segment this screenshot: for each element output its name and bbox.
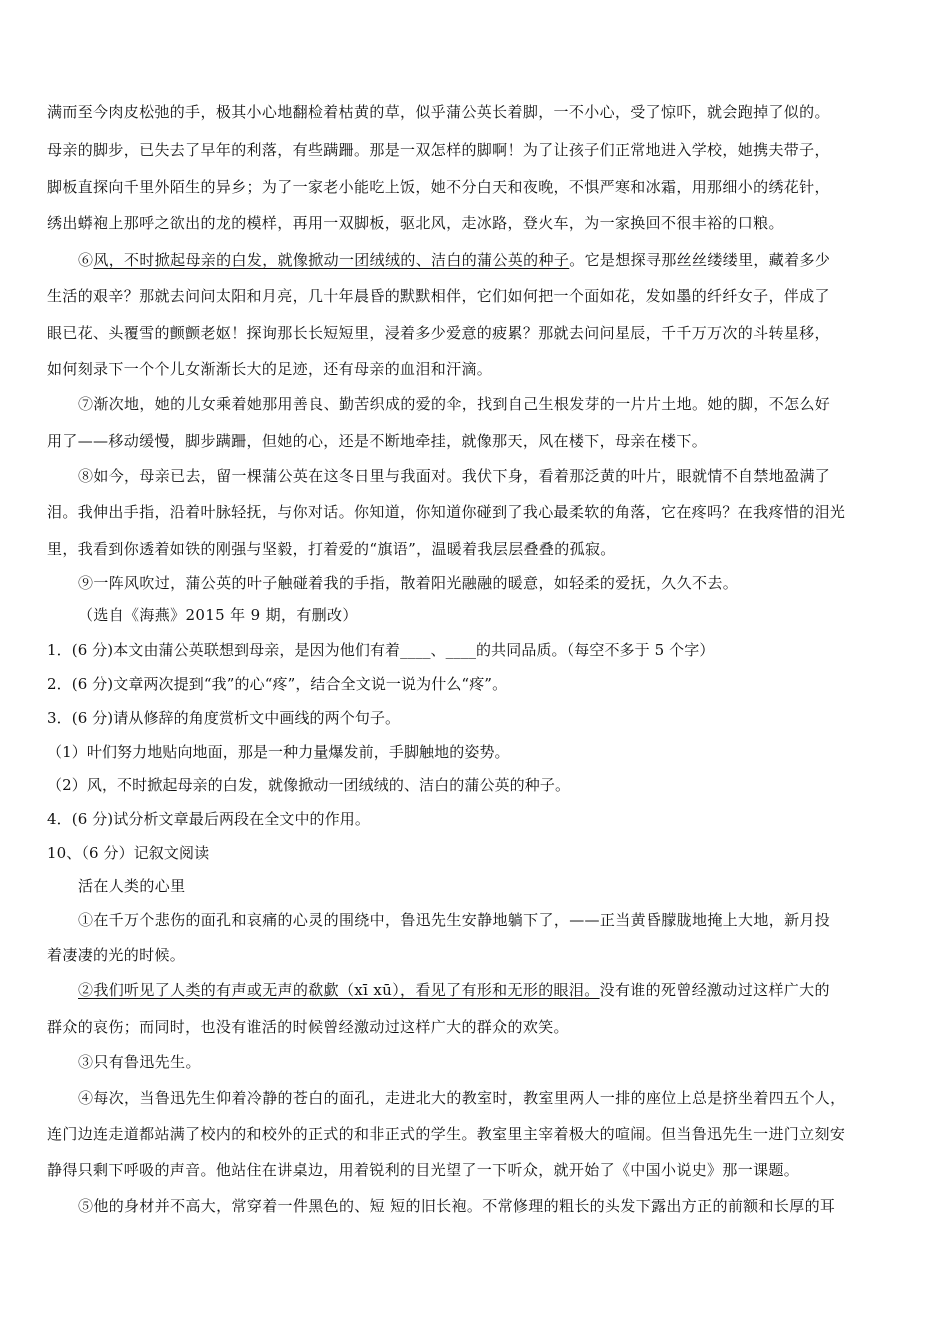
passage-line: ⑦渐次地，她的儿女乘着她那用善良、勤苦织成的爱的伞，找到自己生根发芽的一片片土地。她的脚，不怎么好 — [78, 395, 831, 413]
passage-line: 里，我看到你透着如铁的刚强与坚毅，打着爱的“旗语”，温暖着我层层叠叠的孤寂。 — [47, 540, 616, 558]
source-citation: （选自《海燕》2015 年 9 期，有删改） — [78, 606, 358, 624]
question-3-sub-1: （1）叶们努力地贴向地面，那是一种力量爆发前，手脚触地的姿势。 — [47, 743, 510, 761]
passage-line: ⑨一阵风吹过，蒲公英的叶子触碰着我的手指，散着阳光融融的暖意，如轻柔的爱抚，久久不去。 — [78, 574, 739, 592]
passage-line: ⑧如今，母亲已去，留一棵蒲公英在这冬日里与我面对。我伏下身，看着那泛黄的叶片，眼就情不自禁地盈满了 — [78, 467, 831, 485]
paragraph-marker: ⑥ — [78, 251, 94, 269]
passage-line: 脚板直探向千里外陌生的异乡；为了一家老小能吃上饭，她不分白天和夜晚，不惧严寒和冰霜，用那细小的绣花针， — [47, 178, 830, 196]
passage-line: 眼已花、头覆雪的颤颤老妪！探询那长长短短里，浸着多少爱意的疲累？那就去问问星辰，千千万万次的斗转星移， — [47, 324, 830, 342]
question-3: 3．(6 分)请从修辞的角度赏析文中画线的两个句子。 — [47, 709, 401, 727]
question-10-heading: 10、（6 分）记叙文阅读 — [47, 844, 210, 862]
passage-line: 生活的艰辛？那就去问问太阳和月亮，几十年晨昏的默默相伴，它们如何把一个面如花，发如墨的纤纤女子，伴成了 — [47, 287, 830, 305]
passage-line: 群众的哀伤；而同时，也没有谁活的时候曾经激动过这样广大的群众的欢笑。 — [47, 1018, 569, 1036]
passage-line: 泪。我伸出手指，沿着叶脉轻抚，与你对话。你知道，你知道你碰到了我心最柔软的角落，它在疼吗？在我疼惜的泪光 — [47, 503, 846, 521]
question-3-sub-2: （2）风，不时掀起母亲的白发，就像掀动一团绒绒的、洁白的蒲公英的种子。 — [47, 776, 571, 794]
paragraph-text: 。它是想探寻那丝丝缕缕里，藏着多少 — [569, 251, 831, 269]
underlined-sentence-2: 风，不时掀起母亲的白发，就像掀动一团绒绒的、洁白的蒲公英的种子 — [93, 251, 570, 269]
passage-line: 静得只剩下呼吸的声音。他站住在讲桌边，用着锐利的目光望了一下听众，就开始了《中国小说史》那一课题。 — [47, 1161, 800, 1179]
question-2: 2．(6 分)文章两次提到“我”的心“疼”，结合全文说一说为什么“疼”。 — [47, 675, 508, 693]
paragraph-text: 没有谁的死曾经激动过这样广大的 — [599, 981, 830, 999]
passage-line: ④每次，当鲁迅先生仰着冷静的苍白的面孔，走进北大的教室时，教室里两人一排的座位上总是挤坐着四五个人， — [78, 1089, 846, 1107]
passage-line: 用了——移动缓慢，脚步蹒跚，但她的心，还是不断地牵挂，就像那天，风在楼下，母亲在楼下。 — [47, 432, 708, 450]
passage-line: 连门边连走道都站满了校内的和校外的正式的和非正式的学生。教室里主宰着极大的喧闹。但当鲁迅先生一进门立刻安 — [47, 1125, 846, 1143]
passage-line: 着凄凄的光的时候。 — [47, 946, 186, 964]
passage-line: 满而至今肉皮松弛的手，极其小心地翻检着枯黄的草，似乎蒲公英长着脚，一不小心，受了惊吓，就会跑掉了似的。 — [47, 103, 830, 121]
passage-line: ③只有鲁迅先生。 — [78, 1053, 201, 1071]
passage-line: 绣出蟒袍上那呼之欲出的龙的模样，再用一双脚板，驱北风，走冰路，登火车，为一家换回不很丰裕的口粮。 — [47, 214, 784, 232]
paragraph-2-first-line — [78, 980, 908, 1000]
passage-line: ⑤他的身材并不高大，常穿着一件黑色的、短 短的旧长袍。不常修理的粗长的头发下露出方正的前额和长厚的耳 — [78, 1197, 836, 1215]
question-1: 1．(6 分)本文由蒲公英联想到母亲，是因为他们有着____、____的共同品质。（每空不多于 5 个字） — [47, 641, 715, 659]
passage-title: 活在人类的心里 — [78, 877, 186, 895]
passage-line: 母亲的脚步，已失去了早年的利落，有些蹒跚。那是一双怎样的脚啊！为了让孩子们正常地进入学校，她携夫带子， — [47, 141, 830, 159]
underlined-sentence: ②我们听见了人类的有声或无声的欷歔（xī xū），看见了有形和无形的眼泪。 — [78, 981, 600, 999]
passage-line: 如何刻录下一个个儿女渐渐长大的足迹，还有母亲的血泪和汗滴。 — [47, 360, 493, 378]
paragraph-6-first-line — [78, 250, 908, 270]
passage-line: ①在千万个悲伤的面孔和哀痛的心灵的围绕中，鲁迅先生安静地躺下了，——正当黄昏朦胧地掩上大地，新月投 — [78, 911, 831, 929]
question-4: 4．(6 分)试分析文章最后两段在全文中的作用。 — [47, 810, 370, 828]
